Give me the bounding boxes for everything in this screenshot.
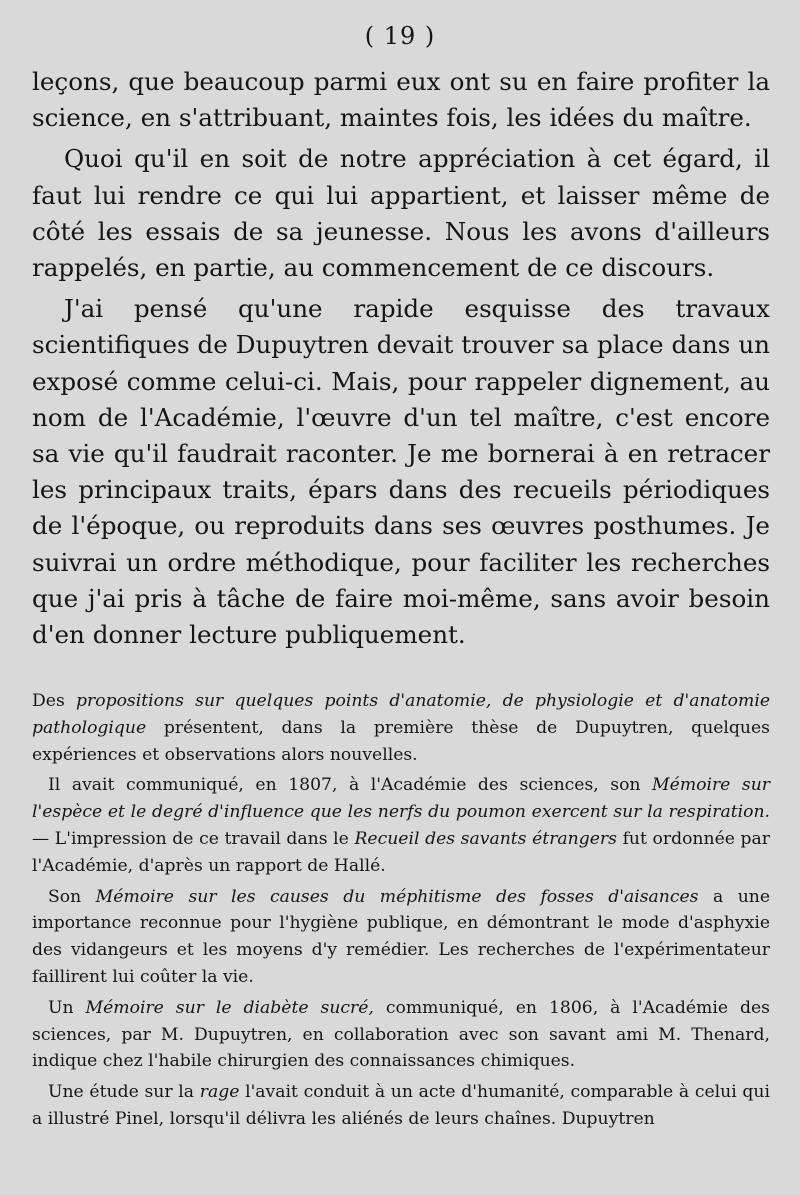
work-mephitisme: Son Mémoire sur les causes du méphitisme des fosses d'aisances a une importance reconnue pour l'hygiène publique, en démontrant le mode d'asphyxie des vidangeurs et les moyens d'y remédier. Les recherches de l'expérimentateur faillirent lui coûter la vie. (32, 886, 771, 987)
work-memoire-nerfs: Il avait communiqué, en 1807, à l'Académie des sciences, son Mémoire sur l'espèce et le degré d'influence que les nerfs du poumon exercent sur la respiration. — L'impression de ce travail dans le Recueil des savants étrangers fut ordonnée par l'Académie, d'après un rapport de Hallé. (32, 775, 770, 876)
work-diabete: Un Mémoire sur le diabète sucré, communiqué, en 1806, à l'Académie des sciences, par M. Dupuytren, en collaboration avec son savant ami M. Thenard, indique chez l'habile chirurgien des connaissances chimiques. (32, 997, 770, 1072)
paragraph-appreciation: Quoi qu'il en soit de notre appréciation à cet égard, il faut lui rendre ce qui lui appartient, et laisser même de côté les essais de sa jeunesse. Nous les avons d'ailleurs rappelés, en partie, au commencement de ce discours. (32, 144, 770, 283)
paragraph-continuation: leçons, que beaucoup parmi eux ont su en faire profiter la science, en s'attribuant, maintes fois, les idées du maître. (32, 67, 770, 133)
main-text (32, 64, 770, 658)
page-number: ( 19 ) (364, 22, 436, 50)
paragraph-esquisse: J'ai pensé qu'une rapide esquisse des travaux scientifiques de Dupuytren devait trouver sa place dans un exposé comme celui-ci. Mais, pour rappeler dignement, au nom de l'Académie, l'œuvre d'un tel maître, c'est encore sa vie qu'il faudrait raconter. Je me bornerai à en retracer les principaux traits, épars dans des recueils périodiques de l'époque, ou reproduits dans ses œuvres posthumes. Je suivrai un ordre méthodique, pour faciliter les recherches que j'ai pris à tâche de faire moi-même, sans avoir besoin d'en donner lecture publiquement. (32, 294, 770, 650)
work-rage: Une étude sur la rage l'avait conduit à un acte d'humanité, comparable à celui qui a illustré Pinel, lorsqu'il délivra les aliénés de leurs chaînes. Dupuytren (32, 1082, 770, 1129)
works-list (32, 688, 770, 1137)
work-propositions: Des propositions sur quelques points d'anatomie, de physiologie et d'anatomie pathologique présentent, dans la première thèse de Dupuytren, quelques expériences et observations alors nouvelles. (32, 691, 770, 765)
